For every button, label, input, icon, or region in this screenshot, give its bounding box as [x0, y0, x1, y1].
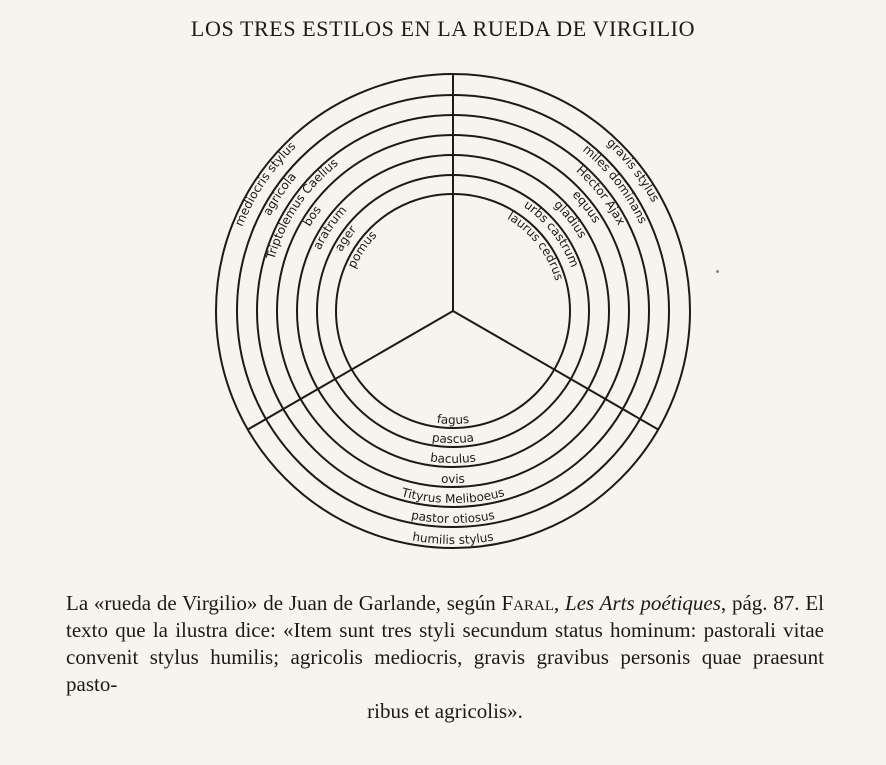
caption-text-1: La «rueda de Virgilio» de Juan de Garlande, según	[66, 591, 502, 615]
speck	[716, 270, 719, 273]
label-mediocris-3: Triptolemus Caelius	[263, 155, 341, 261]
label-humilis-6: pascua	[431, 430, 475, 447]
caption-text-2: ,	[554, 591, 566, 615]
figure-caption	[66, 590, 824, 725]
label-mediocris-1: mediocris stylus	[231, 138, 299, 229]
caption-last-line: ribus et agricolis».	[367, 699, 523, 723]
label-humilis-1: humilis stylus	[411, 529, 495, 548]
label-mediocris-7: pomus	[344, 227, 380, 271]
label-mediocris-5: aratrum	[310, 203, 350, 252]
label-gravis-5: gladius	[551, 197, 590, 241]
label-gravis-2: miles dominans	[580, 142, 650, 226]
label-gravis-6: urbs castrum	[521, 197, 582, 270]
label-mediocris-6: ager	[331, 222, 360, 254]
label-gravis-7: laurus cedrus	[505, 209, 567, 283]
label-humilis-7: fagus	[436, 411, 470, 427]
caption-text-3: , pág. 87. El texto que la ilustra dice: «Item sunt tres styli secundum status hominum: pastorali vitae convenit stylus humilis; agricolis mediocris, gravis gravibus personis quae praesunt pasto-	[66, 591, 824, 696]
label-humilis-3: Tityrus Meliboeus	[400, 485, 506, 507]
label-gravis-4: equus	[569, 187, 604, 226]
label-gravis-3: Hector Ajax	[573, 162, 629, 228]
label-humilis-4: ovis	[440, 471, 466, 487]
ring-labels	[232, 135, 662, 547]
label-humilis-5: baculus	[429, 450, 477, 467]
caption-author: Faral	[501, 591, 554, 615]
label-mediocris-4: bos	[300, 202, 324, 229]
page-title: LOS TRES ESTILOS EN LA RUEDA DE VIRGILIO	[190, 16, 696, 41]
caption-work: Les Arts poétiques	[565, 591, 721, 615]
label-gravis-1: gravis stylus	[604, 135, 663, 205]
label-mediocris-2: agricola	[260, 169, 299, 218]
label-humilis-2: pastor otiosus	[410, 507, 496, 527]
